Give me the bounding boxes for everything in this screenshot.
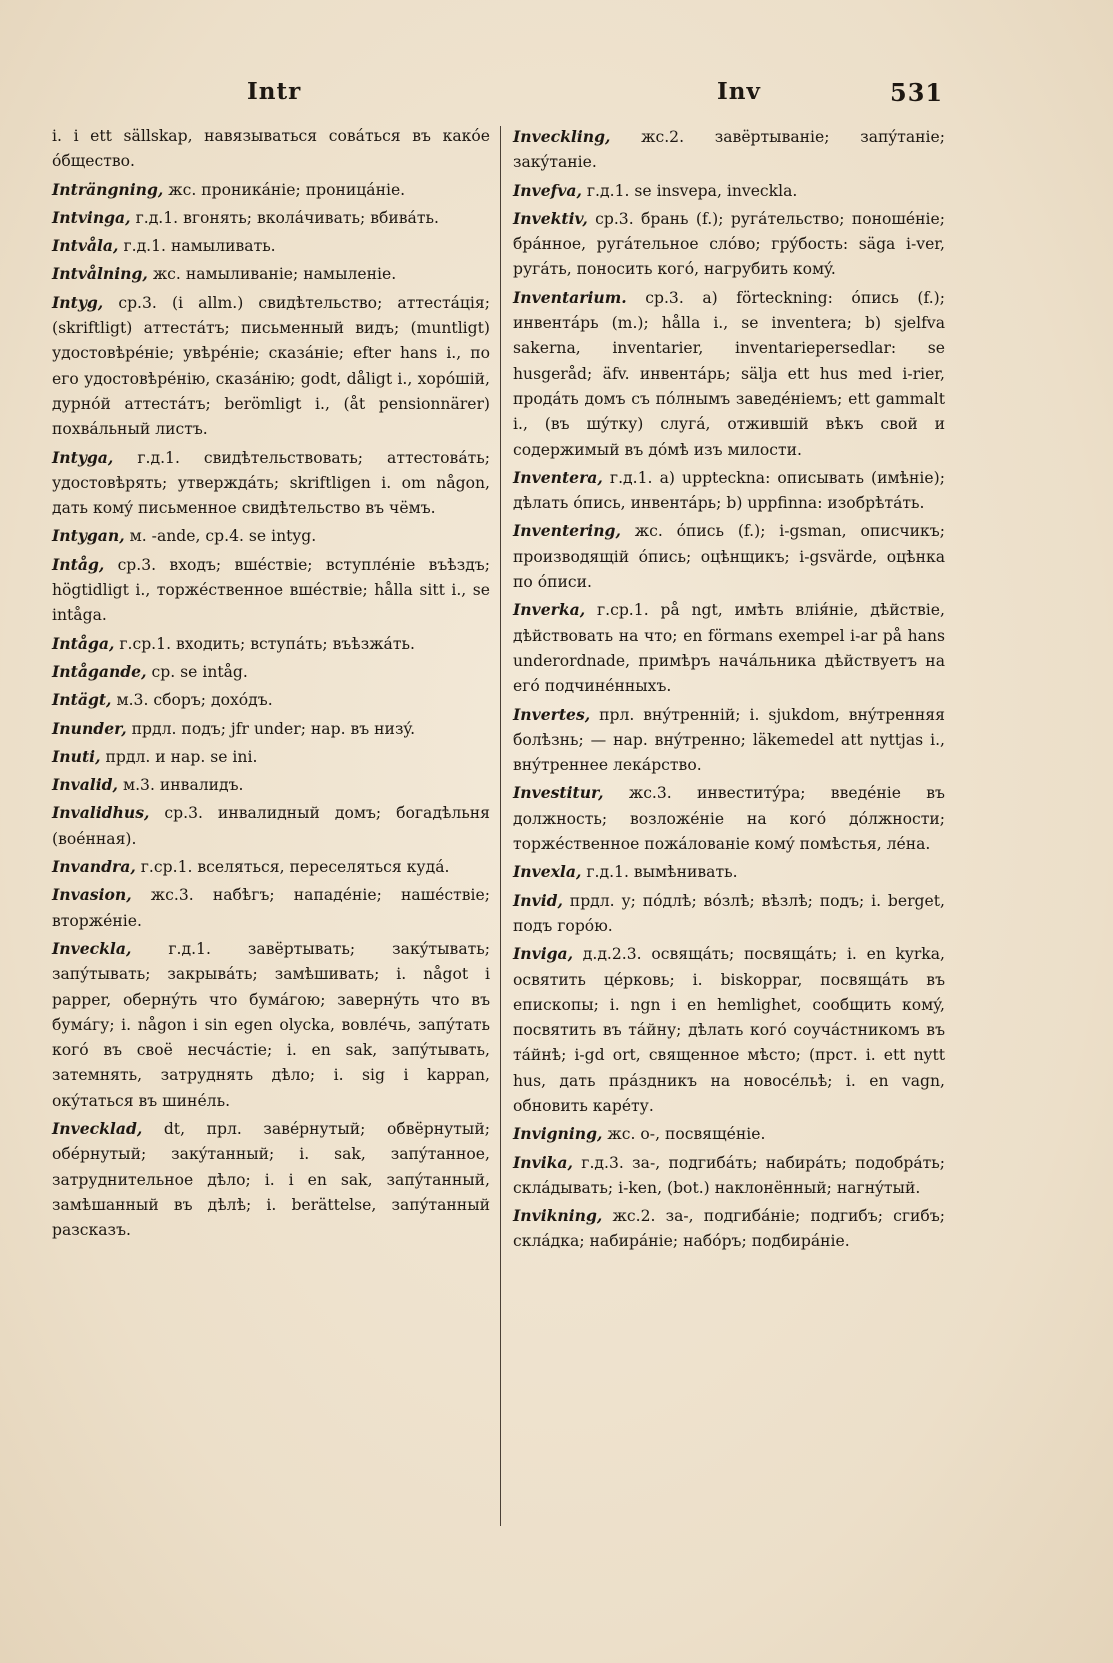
entry-headword: Invasion,: [52, 885, 132, 905]
entry-headword: Inverka,: [513, 600, 586, 620]
running-head-right: Inv: [717, 78, 761, 105]
entry-definition: ср.3. инвалидный домъ; богадѣльня (воéнная).: [52, 804, 490, 848]
entry-definition: i. i ett sällskap, навязываться совáться въ какóе óбщество.: [52, 127, 490, 171]
dictionary-entry: [52, 124, 490, 175]
entry-headword: Inuti,: [52, 746, 101, 766]
dictionary-entry: [513, 597, 945, 699]
dictionary-entry: [52, 205, 490, 231]
dictionary-entry: [513, 465, 945, 517]
entry-definition: г.д.1. вымѣнивать.: [586, 863, 738, 882]
dictionary-entry: [52, 882, 490, 934]
dictionary-entry: [513, 702, 945, 779]
dictionary-entry: [513, 206, 945, 283]
entry-headword: Inveckla,: [52, 938, 132, 958]
entry-definition: жс. óпись (f.); i-gsman, описчикъ; производящій óпись; оцѣнщикъ; i-gsvärde, оцѣнка по óписи.: [513, 522, 945, 592]
entry-definition: г.д.1. se insvepa, inveckla.: [586, 181, 798, 200]
dictionary-entry: [52, 445, 490, 522]
entry-headword: Intåga,: [52, 633, 115, 653]
entry-definition: д.д.2.3. освящáть; посвящáть; i. en kyrka, освятить цéрковь; i. biskoppar, посвящáть въ епископы; i. ngn i en hemlighet, сообщить комý, посвятить въ тáйну; дѣлать когó соучáстникомъ въ тáйнѣ; i-gd ort, священное мѣсто; (прст. i. ett nytt hus, дать прáздникъ на новосéльѣ; i. en vagn, обновить карéту.: [513, 945, 945, 1115]
entry-headword: Intägt,: [52, 690, 112, 710]
entry-headword: Inventering,: [513, 521, 621, 541]
dictionary-entry: [513, 285, 945, 463]
entry-headword: Intvålning,: [52, 264, 148, 284]
entry-definition: жс.3. инвеститýра; введéніе въ должность; возложéніе на когó дóлжности; торжéственное пожáлованіе комý помѣстья, лéна.: [513, 784, 945, 854]
entry-definition: жс. намыливаніе; намыленіе.: [152, 265, 397, 284]
dictionary-entry: [52, 716, 490, 742]
entry-headword: Invertes,: [513, 704, 591, 724]
entry-headword: Intyga,: [52, 447, 114, 467]
entry-definition: ср.3. входъ; вшéствіе; вступлéніе въѣздъ; högtidligt i., торжéственное вшéствіе; hålla sitt i., se intåga.: [52, 555, 490, 625]
page-number: 531: [890, 78, 944, 107]
entry-definition: м. -ande, ср.4. se intyg.: [129, 527, 317, 546]
entry-headword: Inviga,: [513, 944, 574, 964]
dictionary-entry: [513, 780, 945, 857]
dictionary-entry: [513, 1203, 945, 1255]
dictionary-entry: [513, 859, 945, 885]
entry-definition: жс. о-, посвящéніе.: [607, 1125, 766, 1144]
dictionary-entry: [52, 854, 490, 880]
dictionary-entry: [52, 1116, 490, 1243]
entry-headword: Invid,: [513, 890, 563, 910]
entry-definition: г.д.1. вгонять; вколáчивать; вбивáть.: [135, 208, 439, 227]
dictionary-entry: [52, 687, 490, 713]
entry-definition: жс. проникáніе; проницáніе.: [168, 180, 406, 199]
entry-headword: Investitur,: [513, 783, 604, 803]
dictionary-entry: [52, 631, 490, 657]
column-divider: [500, 126, 501, 1526]
entry-headword: Invigning,: [513, 1124, 603, 1144]
entry-headword: Inträngning,: [52, 179, 164, 199]
entry-definition: г.д.1. завёртывать; закýтывать; запýтывать; закрывáть; замѣшивать; i. något i papper, обернýть что бумáгою; завернýть что въ бумáгу; i. någon i sin egen olycka, вовлéчь, запýтать когó въ своё несчáстіе; i. en sak, запýтывать, затемнять, затруднять дѣло; i. sig i kappan, окýтаться въ шинéль.: [52, 939, 490, 1110]
entry-definition: м.3. сборъ; дохóдъ.: [116, 691, 273, 710]
entry-headword: Invalid,: [52, 775, 118, 795]
entry-headword: Intvåla,: [52, 236, 119, 256]
entry-headword: Invandra,: [52, 857, 136, 877]
entry-headword: Intyg,: [52, 292, 104, 312]
right-column: [513, 124, 945, 1257]
entry-headword: Inventera,: [513, 467, 603, 487]
entry-definition: жс.2. за-, подгибáніе; подгибъ; сгибъ; склáдка; набирáніе; набóръ; подбирáніе.: [513, 1207, 945, 1251]
entry-definition: прдл. у; пóдлѣ; вóзлѣ; вѣзлѣ; подъ; i. berget, подъ горóю.: [513, 891, 945, 935]
dictionary-entry: [52, 936, 490, 1114]
entry-headword: Inveckling,: [513, 127, 611, 146]
entry-definition: м.3. инвалидъ.: [122, 776, 244, 795]
entry-definition: г.д.1. намыливать.: [123, 237, 276, 256]
entry-definition: жс.3. набѣгъ; нападéніе; нашéствіе; вторжéніе.: [52, 886, 490, 930]
entry-headword: Invexla,: [513, 862, 582, 882]
entry-definition: г.д.1. a) uppteckna: описывать (имѣніе); дѣлать óпись, инвентáрь; b) uppfinna: изобрѣтáть.: [513, 468, 945, 513]
entry-definition: ср. se intåg.: [151, 662, 248, 681]
dictionary-entry: [52, 552, 490, 629]
dictionary-entry: [513, 1121, 945, 1147]
dictionary-entry: [513, 178, 945, 204]
dictionary-entry: [513, 518, 945, 595]
entry-headword: Invalidhus,: [52, 803, 150, 823]
dictionary-entry: [52, 290, 490, 443]
entry-definition: г.д.1. свидѣтельствовать; аттестовáть; удостовѣрять; утверждáть; skriftligen i. om någon, дать комý письменное свидѣтельство въ чёмъ.: [52, 448, 490, 518]
entry-definition: жс.2. завёртываніе; запýтаніе; закýтаніе.: [513, 128, 945, 172]
entry-definition: прдл. подъ; jfr under; нар. въ низý.: [131, 719, 416, 738]
dictionary-entry: [513, 124, 945, 176]
entry-headword: Invektiv,: [513, 208, 588, 228]
entry-definition: г.ср.1. входить; вступáть; въѣзжáть.: [119, 634, 415, 653]
entry-headword: Inunder,: [52, 718, 127, 738]
entry-definition: г.д.3. за-, подгибáть; набирáть; подобрáть; склáдывать; i-ken, (bot.) наклонённый; нагнýтый.: [513, 1153, 945, 1197]
entry-headword: Invikning,: [513, 1206, 603, 1226]
entry-headword: Invefva,: [513, 180, 582, 200]
dictionary-entry: [52, 233, 490, 259]
entry-definition: прдл. и нар. se ini.: [105, 747, 258, 766]
entry-headword: Intygan,: [52, 526, 125, 546]
dictionary-entry: [52, 772, 490, 798]
entry-headword: Intågande,: [52, 661, 147, 681]
dictionary-entry: [52, 177, 490, 203]
dictionary-entry: [52, 659, 490, 685]
dictionary-entry: [52, 744, 490, 770]
entry-headword: Intvinga,: [52, 207, 131, 227]
entry-definition: г.ср.1. вселяться, переселяться кудá.: [140, 858, 450, 877]
entry-definition: ср.3. a) förteckning: óпись (f.); инвентáрь (m.); hålla i., se inventera; b) sjelfva sakerna, inventarier, inventariepersedlar: se husgeråd; äfv. инвентáрь; sälja ett hus med i-rier, продáть домъ съ пóлнымъ заведéніемъ; ett gammalt i., (въ шýтку) слугá, отжившій вѣкъ свой и содержимый въ дóмѣ изъ милости.: [513, 288, 945, 459]
left-column: [52, 124, 490, 1245]
entry-headword: Intåg,: [52, 554, 105, 574]
entry-definition: ср.3. брань (f.); ругáтельство; поношéніе; брáнное, ругáтельное слóво; грýбость: säga i-ver, ругáть, поносить когó, нагрубить комý.: [513, 209, 945, 279]
dictionary-entry: [513, 888, 945, 940]
dictionary-entry: [52, 523, 490, 549]
entry-definition: ср.3. (i allm.) свидѣтельство; аттестáція; (skriftligt) аттестáтъ; письменный видъ; (muntligt) удостовѣрéніе; увѣрéніе; сказáніе; efter hans i., по его удостовѣрéнію, сказáнію; godt, dåligt i., хорóшій, дурнóй аттестáтъ; berömligt i., (åt pensionnärer) похвáльный листъ.: [52, 293, 490, 439]
running-head-left: Intr: [247, 78, 302, 105]
entry-headword: Inventarium.: [513, 287, 627, 307]
dictionary-entry: [513, 941, 945, 1119]
entry-headword: Invika,: [513, 1152, 573, 1172]
entry-definition: прл. внýтренній; i. sjukdom, внýтренняя болѣзнь; — нар. внýтренно; läkemedel att nyttjas i., внýтреннее лекáрство.: [513, 705, 945, 775]
entry-definition: г.ср.1. på ngt, имѣть влія́ніе, дѣйствіе, дѣйствовать на что; en förmans exempel i-ar på hans underordnade, примѣръ начáльника дѣйствуетъ на егó подчинéнныхъ.: [513, 601, 945, 696]
dictionary-entry: [513, 1150, 945, 1202]
entry-definition: dt, прл. завéрнутый; обвёрнутый; обéрнутый; закýтанный; i. sak, запýтанное, затруднительное дѣло; i. i en sak, запýтанный, замѣшанный въ дѣлѣ; i. berättelse, запýтанный разсказъ.: [52, 1119, 490, 1240]
dictionary-entry: [52, 800, 490, 852]
dictionary-entry: [52, 261, 490, 287]
entry-headword: Invecklad,: [52, 1118, 143, 1138]
